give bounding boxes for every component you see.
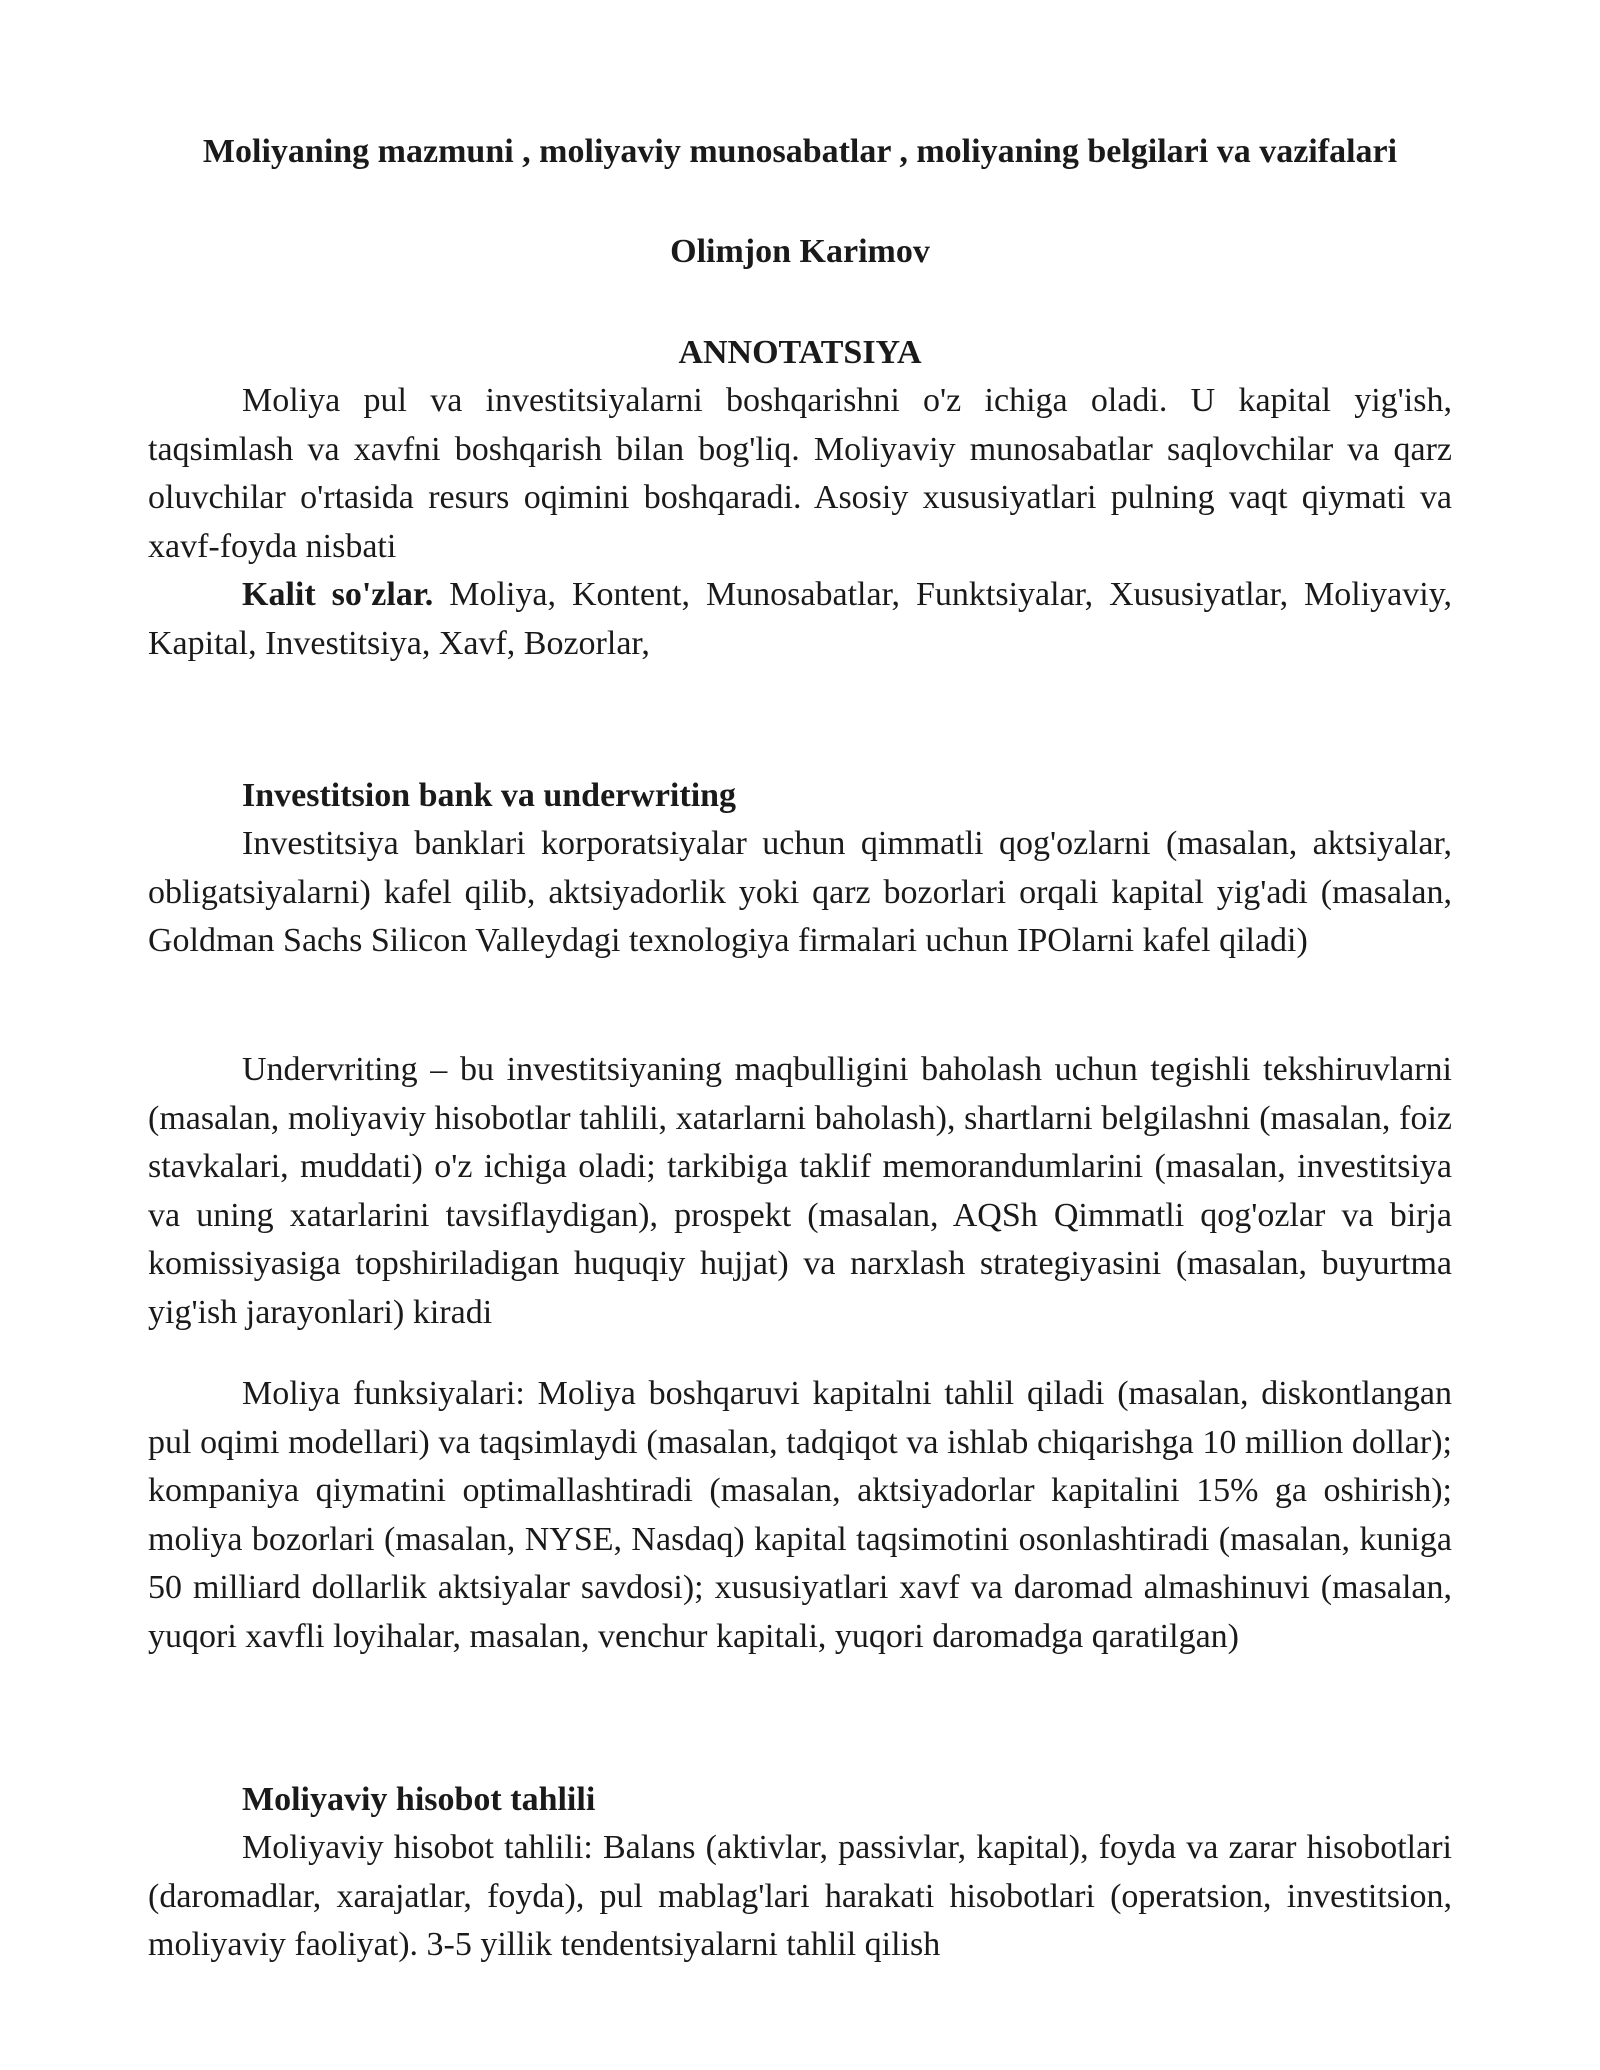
- section-heading-financial-statement-analysis: Moliyaviy hisobot tahlili: [242, 1781, 596, 1818]
- keywords-label: Kalit so'zlar.: [242, 576, 434, 613]
- document-title: Moliyaning mazmuni , moliyaviy munosabatlar , moliyaning belgilari va vazifalari: [202, 133, 1398, 170]
- finance-functions-paragraph: Moliya funksiyalari: Moliya boshqaruvi kapitalni tahlil qiladi (masalan, diskontlangan pul oqimi modellari) va taqsimlaydi (masalan, tadqiqot va ishlab chiqarishga 10 million dollar); kompaniya qiymatini optimallashtiradi (masalan, aktsiyadorlar kapitalini 15% ga oshirish); moliya bozorlari (masalan, NYSE, Nasdaq) kapital taqsimotini osonlashtiradi (masalan, kuniga 50 milliard dollarlik aktsiyalar savdosi); xususiyatlari xavf va daromad almashinuvi (masalan, yuqori xavfli loyihalar, masalan, venchur kapitali, yuqori daromadga qaratilgan): [148, 1375, 1452, 1655]
- annotation-heading: ANNOTATSIYA: [678, 334, 922, 371]
- annotation-text: Moliya pul va investitsiyalarni boshqarishni o'z ichiga oladi. U kapital yig'ish, taqsimlash va xavfni boshqarish bilan bog'liq. Moliyaviy munosabatlar saqlovchilar va qarz oluvchilar o'rtasida resurs oqimini boshqaradi. Asosiy xususiyatlari pulning vaqt qiymati va xavf-foyda nisbati: [148, 382, 1452, 565]
- investment-banking-paragraph: Investitsiya banklari korporatsiyalar uchun qimmatli qog'ozlarni (masalan, aktsiyalar, obligatsiyalarni) kafel qilib, aktsiyadorlik yoki qarz bozorlari orqali kapital yig'adi (masalan, Goldman Sachs Silicon Valleydagi texnologiya firmalari uchun IPOlarni kafel qiladi): [148, 825, 1452, 959]
- section-heading-investment-banking: Investitsion bank va underwriting: [242, 777, 737, 814]
- author-name: Olimjon Karimov: [670, 233, 930, 270]
- keywords-list: Moliya, Kontent, Munosabatlar, Funktsiyalar, Xususiyatlar, Moliyaviy, Kapital, Investitsiya, Xavf, Bozorlar,: [148, 576, 1452, 662]
- financial-statement-paragraph: Moliyaviy hisobot tahlili: Balans (aktivlar, passivlar, kapital), foyda va zarar hisobotlari (daromadlar, xarajatlar, foyda), pul mablag'lari harakati hisobotlari (operatsion, investitsion, moliyaviy faoliyat). 3-5 yillik tendentsiyalarni tahlil qilish: [148, 1829, 1452, 1963]
- keywords-paragraph: [148, 571, 1452, 668]
- underwriting-paragraph: Undervriting – bu investitsiyaning maqbulligini baholash uchun tegishli tekshiruvlarni (masalan, moliyaviy hisobotlar tahlili, xatarlarni baholash), shartlarni belgilashni (masalan, foiz stavkalari, muddati) o'z ichiga oladi; tarkibiga taklif memorandumlarini (masalan, investitsiya va uning xatarlarini tavsiflaydigan), prospekt (masalan, AQSh Qimmatli qog'ozlar va birja komissiyasiga topshiriladigan huquqiy hujjat) va narxlash strategiyasini (masalan, buyurtma yig'ish jarayonlari) kiradi: [148, 1051, 1452, 1331]
